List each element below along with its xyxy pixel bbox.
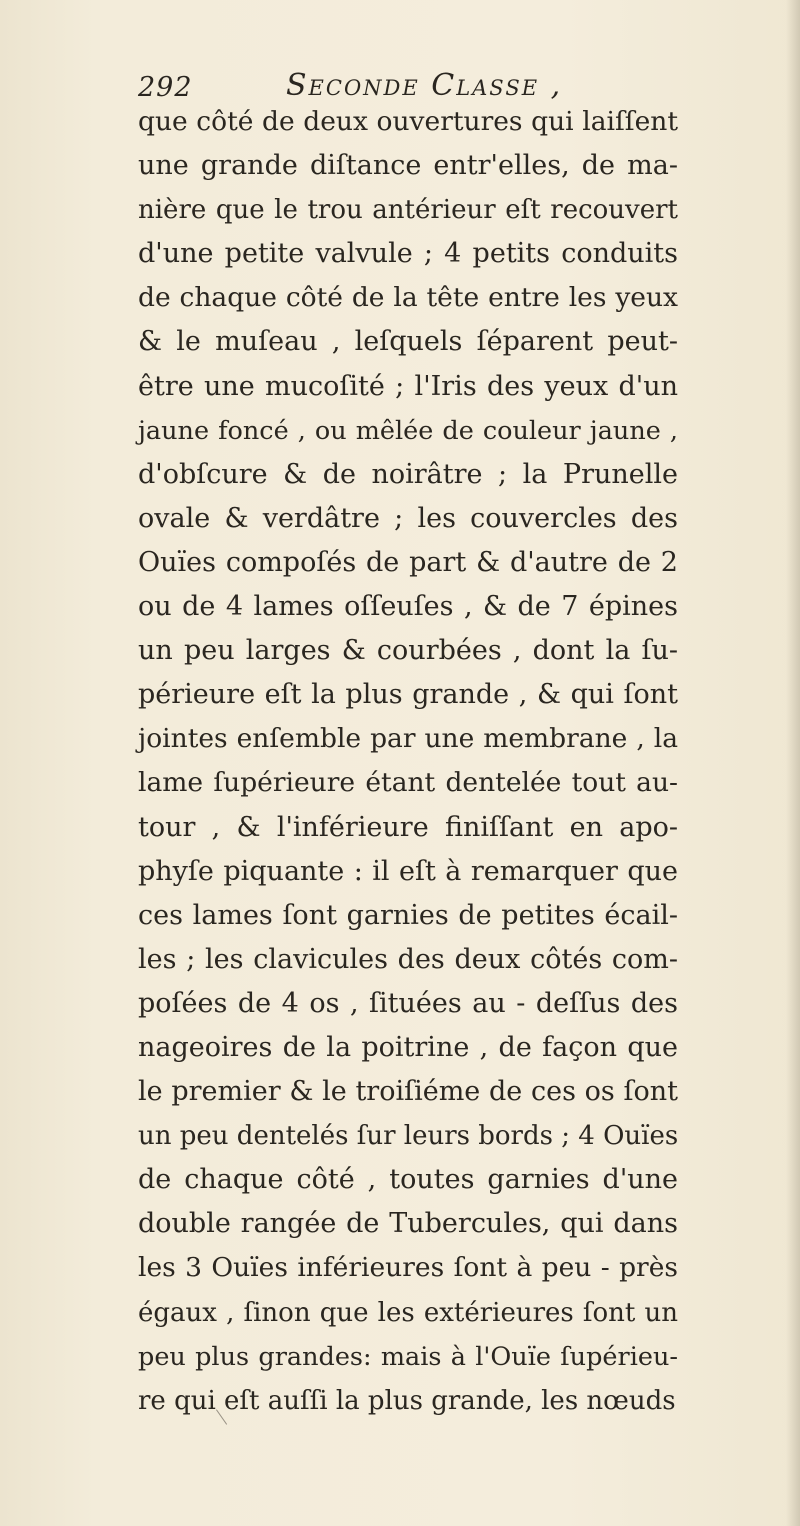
text-line: que côté de deux ouvertures qui laiſſent xyxy=(138,106,678,137)
text-line: une grande diſtance entr'elles, de ma- xyxy=(138,150,678,182)
text-line: jaune foncé , ou mêlée de couleur jaune , xyxy=(138,415,678,446)
text-line: lame ſupérieure étant dentelée tout au- xyxy=(138,767,678,799)
text-line: & le muſeau , leſquels ſéparent peut- xyxy=(138,326,678,358)
text-line: nière que le trou antérieur eſt recouvert xyxy=(138,195,678,226)
text-line: poſées de 4 os , ſituées au - deſſus des xyxy=(138,987,678,1019)
text-line: peu plus grandes: mais à l'Ouïe ſupérieu- xyxy=(138,1341,678,1372)
body-text xyxy=(138,100,678,1423)
text-line: égaux , ſinon que les extérieures ſont un xyxy=(138,1297,678,1328)
text-line: jointes enſemble par une membrane , la xyxy=(138,723,678,755)
text-line: re qui eſt auſſi la plus grande, les nœuds xyxy=(138,1385,676,1416)
text-line: ces lames ſont garnies de petites écail- xyxy=(138,899,678,931)
running-title: Seconde Classe , xyxy=(286,68,563,103)
text-line: les 3 Ouïes inférieures ſont à peu - près xyxy=(138,1252,678,1284)
page-edge-shadow xyxy=(786,0,800,1526)
text-line: ovale & verdâtre ; les couvercles des xyxy=(138,502,678,534)
text-line: phyſe piquante : il eſt à remarquer que xyxy=(138,855,678,887)
text-line: Ouïes compoſés de part & d'autre de 2 xyxy=(138,546,678,578)
text-line: d'obſcure & de noirâtre ; la Prunelle xyxy=(138,458,678,490)
text-line: de chaque côté de la tête entre les yeux xyxy=(138,282,678,314)
text-line: être une mucoſité ; l'Iris des yeux d'un xyxy=(138,370,678,402)
text-line: tour , & l'inférieure finiſſant en apo- xyxy=(138,811,678,843)
text-line: d'une petite valvule ; 4 petits conduits xyxy=(138,238,678,270)
text-line: double rangée de Tubercules, qui dans xyxy=(138,1208,678,1240)
text-line: un peu larges & courbées , dont la ſu- xyxy=(138,635,678,667)
text-line: nageoires de la poitrine , de façon que xyxy=(138,1031,678,1063)
text-line: périeure eſt la plus grande , & qui ſont xyxy=(138,679,678,711)
text-line: de chaque côté , toutes garnies d'une xyxy=(138,1164,678,1196)
text-line: le premier & le troiſiéme de ces os ſont xyxy=(138,1076,678,1108)
text-line: un peu dentelés ſur leurs bords ; 4 Ouïes xyxy=(138,1121,679,1152)
page-number: 292 xyxy=(138,72,193,103)
text-line: ou de 4 lames oſſeuſes , & de 7 épines xyxy=(138,591,678,623)
text-line: les ; les clavicules des deux côtés com- xyxy=(138,943,678,975)
